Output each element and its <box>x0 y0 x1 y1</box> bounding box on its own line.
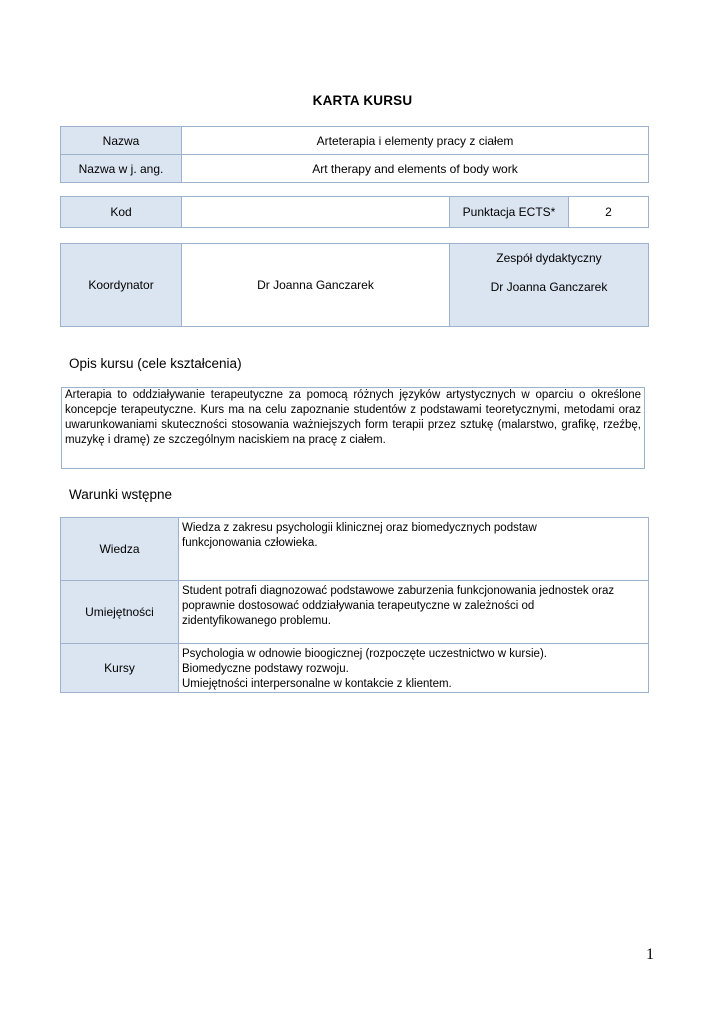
requirement-line: Student potrafi diagnozować podstawowe zaburzenia funkcjonowania jednostek oraz <box>182 585 615 597</box>
code-value <box>182 197 450 228</box>
code-label: Kod <box>61 197 182 228</box>
teaching-team-value: Dr Joanna Ganczarek <box>490 280 608 294</box>
description-heading: Opis kursu (cele kształcenia) <box>69 356 242 371</box>
requirement-line: Umiejętności interpersonalne w kontakcie z klientem. <box>182 678 452 690</box>
requirement-value <box>179 644 649 693</box>
coordinator-table <box>60 243 649 327</box>
requirement-row <box>61 581 649 644</box>
requirement-label: Wiedza <box>61 518 179 581</box>
code-table <box>60 196 649 228</box>
requirement-line: zidentyfikowanego problemu. <box>182 615 331 627</box>
requirements-heading: Warunki wstępne <box>69 487 173 502</box>
requirement-line: poprawnie dostosować oddziaływania terapeutyczne w zależności od <box>182 600 535 612</box>
requirement-row <box>61 518 649 581</box>
description-text: Arterapia to oddziaływanie terapeutyczne za pomocą różnych języków artystycznych w oparciu o określone koncepcje terapeutyczne. Kurs ma na celu zapoznanie studentów z podstawami teoretycznymi, metodami oraz uwarunkowaniami skuteczności stosowania ważniejszych form terapii przez sztukę (malarstwo, grafikę, rzeźbę, muzykę i dramę) ze szczególnym naciskiem na pracę z ciałem. <box>65 389 641 446</box>
ects-label: Punktacja ECTS* <box>450 197 569 228</box>
ects-value: 2 <box>569 197 649 228</box>
coordinator-value: Dr Joanna Ganczarek <box>182 244 450 327</box>
requirement-label: Umiejętności <box>61 581 179 644</box>
name-value: Arteterapia i elementy pracy z ciałem <box>182 127 649 155</box>
name-en-label: Nazwa w j. ang. <box>61 155 182 183</box>
description-box <box>61 387 645 469</box>
requirement-value <box>179 581 649 644</box>
teaching-team-cell <box>450 244 649 327</box>
requirement-line: funkcjonowania człowieka. <box>182 537 318 549</box>
coordinator-label: Koordynator <box>61 244 182 327</box>
requirements-table <box>60 517 649 693</box>
requirement-line: Psychologia w odnowie bioogicznej (rozpoczęte uczestnictwo w kursie). <box>182 648 547 660</box>
requirement-value <box>179 518 649 581</box>
requirement-row <box>61 644 649 693</box>
requirement-line: Wiedza z zakresu psychologii klinicznej oraz biomedycznych podstaw <box>182 522 537 534</box>
page-title: KARTA KURSU <box>312 93 413 108</box>
course-name-table <box>60 126 649 183</box>
name-label: Nazwa <box>61 127 182 155</box>
name-en-value: Art therapy and elements of body work <box>182 155 649 183</box>
teaching-team-label: Zespół dydaktyczny <box>496 251 602 265</box>
requirement-label: Kursy <box>61 644 179 693</box>
requirement-line: Biomedyczne podstawy rozwoju. <box>182 663 349 675</box>
page-number: 1 <box>646 946 654 963</box>
